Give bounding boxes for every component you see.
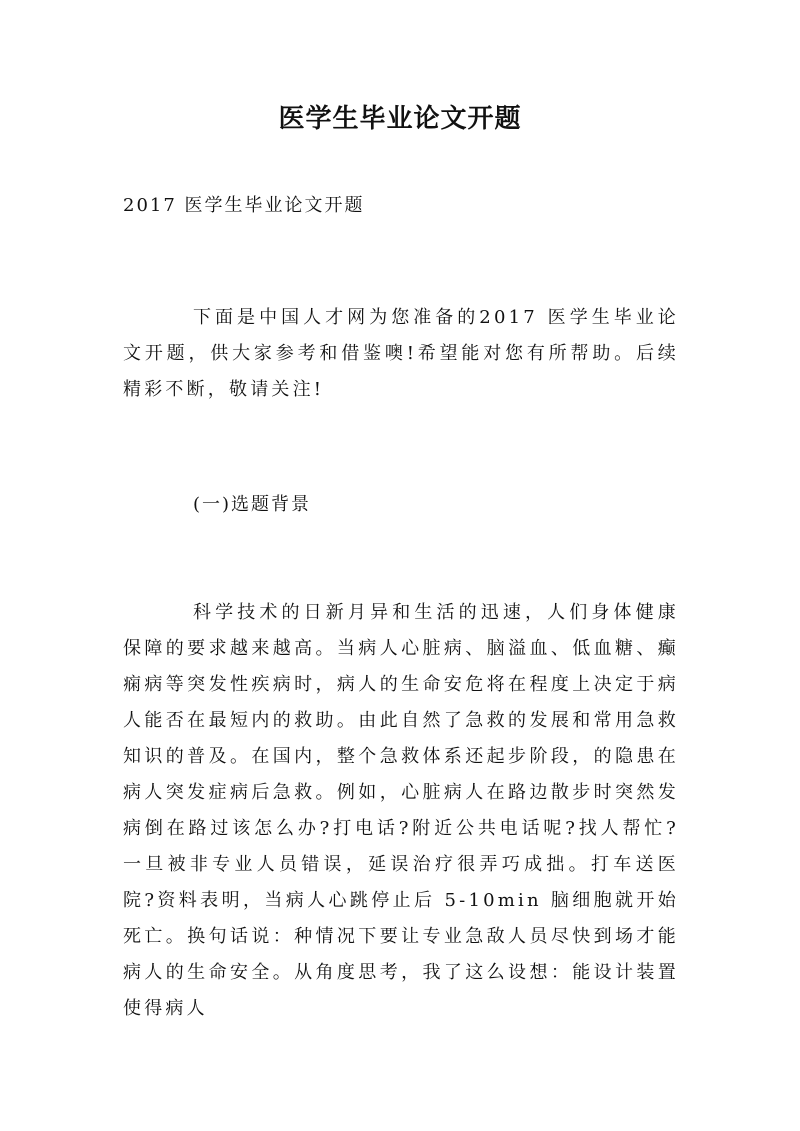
body-paragraph: 科学技术的日新月异和生活的迅速，人们身体健康保障的要求越来越高。当病人心脏病、脑溢血、低血糖、癫痫病等突发性疾病时，病人的生命安危将在程度上决定于病人能否在最短内的救助。由此自然了急救的发展和常用急救知识的普及。在国内，整个急救体系还起步阶段，的隐患在病人突发症病后急救。例如，心脏病人在路边散步时突然发病倒在路过该怎么办?打电话?附近公共电话呢?找人帮忙?一旦被非专业人员错误，延误治疗很弄巧成拙。打车送医院?资料表明，当病人心跳停止后 5-10min 脑细胞就开始死亡。换句话说：种情况下要让专业急敌人员尽快到场才能病人的生命安全。从角度思考，我了这么设想：能设计装置使得病人 xyxy=(123,602,679,1019)
document-title: 医学生毕业论文开题 xyxy=(278,104,522,134)
section-heading: (一)选题背景 xyxy=(193,494,312,515)
document-subtitle: 2017 医学生毕业论文开题 xyxy=(123,195,365,216)
intro-paragraph: 下面是中国人才网为您准备的2017 医学生毕业论文开题，供大家参考和借鉴噢!希望能对您有所帮助。后续精彩不断，敬请关注! xyxy=(123,307,679,400)
